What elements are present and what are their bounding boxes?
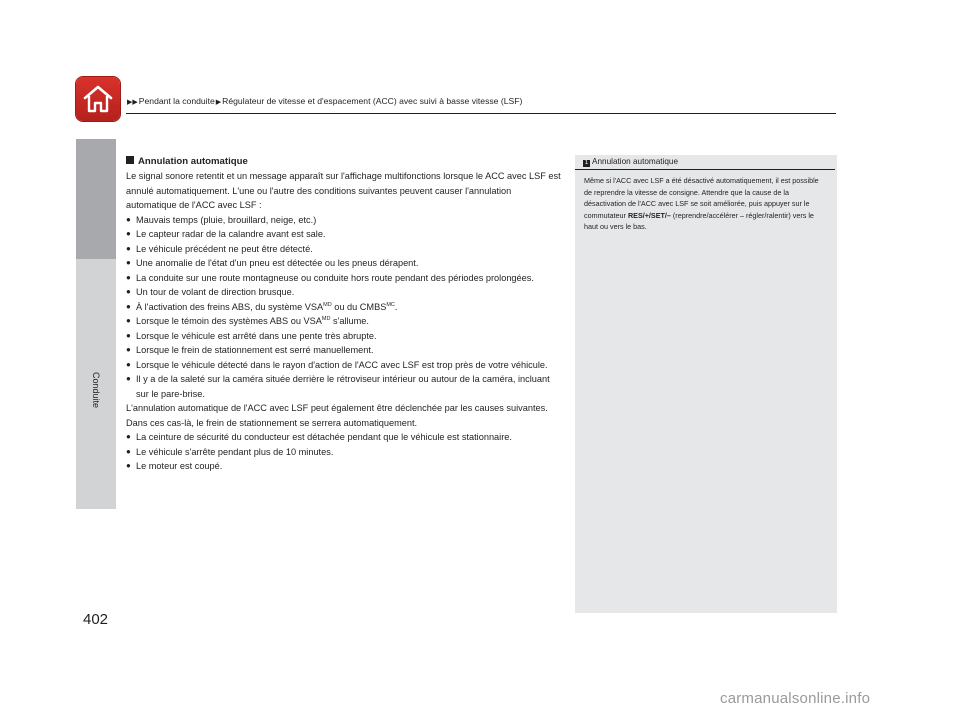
list-item: ● Une anomalie de l'état d'un pneu est détectée ou les pneus dérapent.	[126, 256, 562, 271]
conditions-list	[126, 213, 562, 402]
list-item: ● Lorsque le véhicule détecté dans le rayon d'action de l'ACC avec LSF est trop près de votre véhicule.	[126, 358, 562, 373]
list-item: ● Le capteur radar de la calandre avant est sale.	[126, 227, 562, 242]
list-item: ● Il y a de la saleté sur la caméra située derrière le rétroviseur intérieur ou autour de la caméra, incluant sur le pare-brise.	[126, 372, 562, 401]
header-divider	[126, 113, 836, 114]
side-note-text: Même si l'ACC avec LSF a été désactivé automatiquement, il est possible de reprendre la vitesse de consigne. Attendre que la cause de la désactivation de l'ACC avec LSF se soit améliorée, puis appuyer sur le commutateur RES/+/SET/– (reprendre/accélérer – régler/ralentir) vers le haut ou vers le bas.	[584, 176, 819, 232]
parking-conditions-list	[126, 430, 562, 474]
list-item: ● Lorsque le frein de stationnement est serré manuellement.	[126, 343, 562, 358]
list-item: ● Mauvais temps (pluie, brouillard, neige, etc.)	[126, 213, 562, 228]
side-note-panel	[575, 155, 837, 613]
reference-icon: 1	[584, 160, 589, 166]
breadcrumb-item[interactable]: Régulateur de vitesse et d'espacement (ACC) avec suivi à basse vitesse (LSF)	[222, 96, 523, 106]
parking-paragraph: L'annulation automatique de l'ACC avec LSF peut également être déclenchée par les causes suivantes. Dans ces cas-là, le frein de stationnement se serrera automatiquement.	[126, 403, 548, 428]
side-tab-marker	[76, 139, 116, 259]
list-item: ● Un tour de volant de direction brusque.	[126, 285, 562, 300]
intro-paragraph: Le signal sonore retentit et un message apparaît sur l'affichage multifonctions lorsque le ACC avec LSF est annulé automatiquement. L'une ou l'autre des conditions suivantes peuvent causer l'annulation automatique de l'ACC avec LSF :	[126, 171, 561, 210]
list-item: ● À l'activation des freins ABS, du système $VSA^{MD}$ ou du $CMBS^{MC}$.	[126, 300, 562, 315]
breadcrumb	[126, 96, 522, 106]
list-item: ● La ceinture de sécurité du conducteur est détachée pendant que le véhicule est stationnaire.	[126, 430, 562, 445]
watermark: carmanualsonline.info	[720, 690, 871, 707]
home-button[interactable]	[76, 77, 120, 121]
page-number: 402	[83, 611, 109, 628]
list-item: ● Lorsque le véhicule est arrêté dans une pente très abrupte.	[126, 329, 562, 344]
breadcrumb-item[interactable]: Pendant la conduite	[138, 96, 215, 106]
main-content	[126, 155, 562, 474]
square-bullet-icon	[126, 156, 134, 164]
side-note-heading: 1 Annulation automatique	[575, 155, 835, 170]
list-item: ● La conduite sur une route montagneuse ou conduite hors route pendant des périodes prolongées.	[126, 271, 562, 286]
switch-label: RES/+/SET/–	[627, 210, 671, 220]
section-tab-label: Conduite	[91, 371, 101, 409]
breadcrumb-arrow-icon: ▶▶	[127, 99, 138, 106]
home-icon	[82, 83, 114, 115]
list-item: ● Le véhicule s'arrête pendant plus de 10 minutes.	[126, 445, 562, 460]
breadcrumb-arrow-icon: ▶	[215, 99, 222, 106]
list-item: ● Lorsque le témoin des systèmes ABS ou $VSA^{MD}$ s'allume.	[126, 314, 562, 329]
list-item: ● Le moteur est coupé.	[126, 459, 562, 474]
section-heading: Annulation automatique	[126, 155, 562, 169]
list-item: ● Le véhicule précédent ne peut être détecté.	[126, 242, 562, 257]
